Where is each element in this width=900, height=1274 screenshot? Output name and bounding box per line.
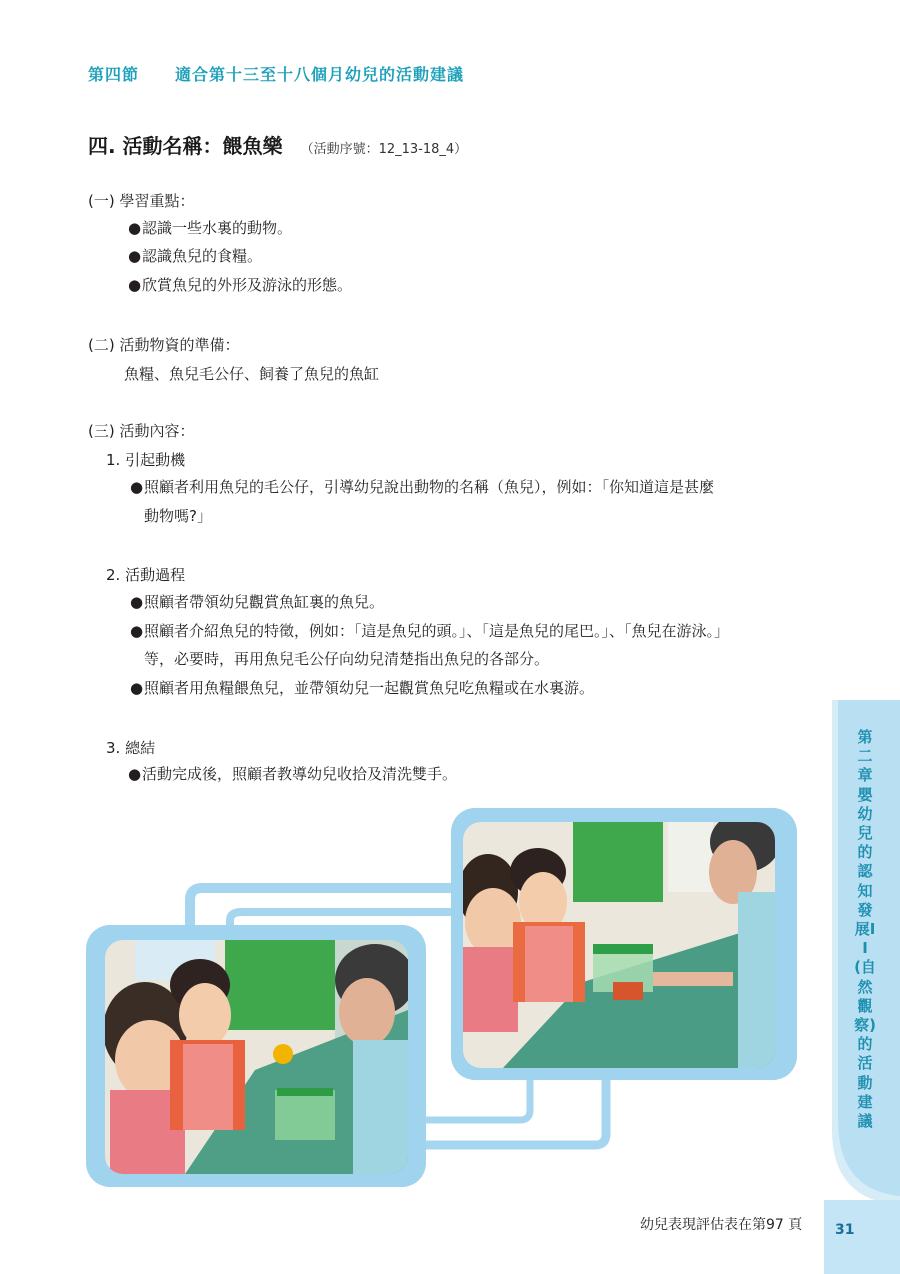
list-item-text: 照顧者利用魚兒的毛公仔，引導幼兒說出動物的名稱（魚兒），例如：「你知道這是甚麼 — [144, 478, 715, 496]
section-title: 適合第十三至十八個月幼兒的活動建議 — [175, 65, 465, 84]
section-number: 第四節 — [88, 65, 140, 84]
list-item-text: 活動完成後，照顧者教導幼兒收拾及清洗雙手。 — [142, 765, 458, 783]
page-number: 31 — [835, 1222, 855, 1238]
list-item-continuation: 動物嗎?」 — [144, 507, 212, 525]
list-item-text: 認識一些水裏的動物。 — [142, 219, 293, 237]
children-watching-fish-photo — [105, 940, 408, 1174]
chapter-sidebar — [824, 0, 900, 1274]
list-item-text: 欣賞魚兒的外形及游泳的形態。 — [142, 276, 353, 294]
list-item-text: 照顧者用魚糧餵魚兒，並帶領幼兒一起觀賞魚兒吃魚糧或在水裏游。 — [144, 679, 595, 697]
list-item-continuation: 等，必要時，再用魚兒毛公仔向幼兒清楚指出魚兒的各部分。 — [144, 650, 550, 668]
activity-serial: （活動序號：12_13-18_4） — [300, 142, 468, 157]
list-item-text: 照顧者介紹魚兒的特徵，例如：「這是魚兒的頭。」、「這是魚兒的尾巴。」、「魚兒在游泳。」 — [144, 622, 730, 640]
list-item: ● 認識魚兒的食糧。 — [128, 247, 263, 265]
list-item: ● 照顧者帶領幼兒觀賞魚缸裏的魚兒。 — [130, 593, 385, 611]
step1-label: 1. 引起動機 — [106, 451, 186, 469]
activity-photo-right — [463, 822, 775, 1068]
caregiver-feeding-fish-photo — [463, 822, 775, 1068]
list-item: ● 欣賞魚兒的外形及游泳的形態。 — [128, 276, 353, 294]
list-item: ● 認識一些水裏的動物。 — [128, 219, 293, 237]
list-item: ● 照顧者用魚糧餵魚兒，並帶領幼兒一起觀賞魚兒吃魚糧或在水裏游。 — [130, 679, 595, 697]
chapter-vertical-title: 第二章 嬰幼兒的認知發展II(自然觀察)的活動建議 — [854, 728, 876, 1131]
assessment-page-note: 幼兒表現評估表在第97 頁 — [640, 1217, 803, 1233]
materials-text: 魚糧、魚兒毛公仔、飼養了魚兒的魚缸 — [124, 365, 380, 383]
part3-heading: (三) 活動內容： — [88, 422, 195, 440]
list-item: ● 照顧者介紹魚兒的特徵，例如：「這是魚兒的頭。」、「這是魚兒的尾巴。」、「魚兒在游泳。」 — [130, 622, 730, 640]
part2-heading: (二) 活動物資的準備： — [88, 336, 240, 354]
step3-label: 3. 總結 — [106, 739, 156, 757]
list-item-text: 照顧者帶領幼兒觀賞魚缸裏的魚兒。 — [144, 593, 385, 611]
part1-heading: (一) 學習重點： — [88, 192, 195, 210]
list-item: ● 活動完成後，照顧者教導幼兒收拾及清洗雙手。 — [128, 765, 458, 783]
list-item: ● 照顧者利用魚兒的毛公仔，引導幼兒說出動物的名稱（魚兒），例如：「你知道這是甚麼 — [130, 478, 715, 496]
list-item-text: 認識魚兒的食糧。 — [142, 247, 263, 265]
activity-name: 四. 活動名稱：餵魚樂 — [88, 134, 283, 158]
activity-photo-left — [105, 940, 408, 1174]
step2-label: 2. 活動過程 — [106, 566, 186, 584]
